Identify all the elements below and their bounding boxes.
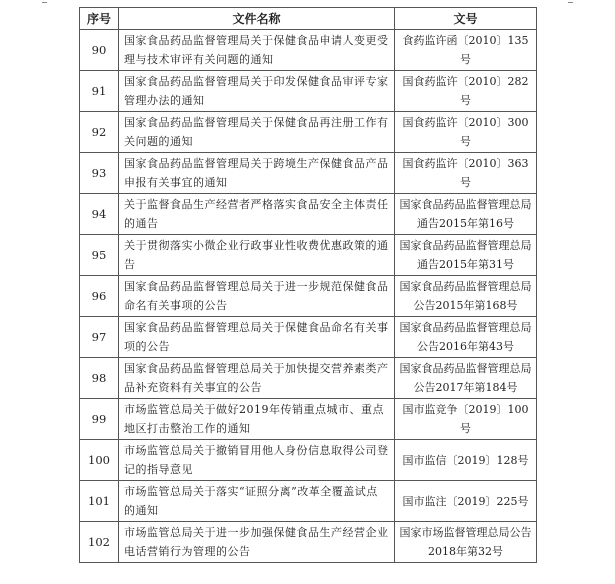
- row-title: 国家食品药品监督管理总局关于保健食品命名有关事项的公告: [119, 317, 395, 358]
- table-row: [80, 194, 537, 235]
- row-title: 国家食品药品监督管理总局关于进一步规范保健食品命名有关事项的公告: [119, 276, 395, 317]
- header-title: 文件名称: [119, 8, 395, 30]
- row-title: 国家食品药品监督管理局关于印发保健食品审评专家管理办法的通知: [119, 71, 395, 112]
- row-doc-no: 国食药监许〔2010〕300号: [395, 112, 537, 153]
- row-index: 92: [80, 112, 119, 153]
- row-title: 国家食品药品监督管理局关于保健食品申请人变更受理与技术审评有关问题的通知: [119, 30, 395, 71]
- row-index: 94: [80, 194, 119, 235]
- row-index: 100: [80, 440, 119, 481]
- document-table: [79, 7, 537, 563]
- row-title: 国家食品药品监督管理局关于跨境生产保健食品产品申报有关事宜的通知: [119, 153, 395, 194]
- table-row: [80, 71, 537, 112]
- row-doc-no: 食药监许函〔2010〕135号: [395, 30, 537, 71]
- row-index: 101: [80, 481, 119, 522]
- row-index: 102: [80, 522, 119, 563]
- header-row: [80, 8, 537, 30]
- table-row: [80, 30, 537, 71]
- crop-mark-right: [568, 2, 573, 6]
- table-row: [80, 440, 537, 481]
- table-row: [80, 317, 537, 358]
- row-doc-no: 国食药监许〔2010〕363号: [395, 153, 537, 194]
- row-title: 关于监督食品生产经营者严格落实食品安全主体责任的通告: [119, 194, 395, 235]
- row-doc-no: 国市监竞争〔2019〕100号: [395, 399, 537, 440]
- table-row: [80, 481, 537, 522]
- table-row: [80, 399, 537, 440]
- row-index: 90: [80, 30, 119, 71]
- table-header: [80, 8, 537, 30]
- header-doc-no: 文号: [395, 8, 537, 30]
- row-doc-no: 国食药监许〔2010〕282号: [395, 71, 537, 112]
- row-title: 关于贯彻落实小微企业行政事业性收费优惠政策的通告: [119, 235, 395, 276]
- row-title: 市场监管总局关于做好2019年传销重点城市、重点地区打击整治工作的通知: [119, 399, 395, 440]
- row-title: 国家食品药品监督管理局关于保健食品再注册工作有关问题的通知: [119, 112, 395, 153]
- row-doc-no: 国市监注〔2019〕225号: [395, 481, 537, 522]
- table-row: [80, 522, 537, 563]
- row-index: 97: [80, 317, 119, 358]
- row-title: 市场监管总局关于落实“证照分离”改革全覆盖试点的通知: [119, 481, 395, 522]
- row-doc-no: 国家食品药品监督管理总局公告2017年第184号: [395, 358, 537, 399]
- row-doc-no: 国家市场监督管理总局公告2018年第32号: [395, 522, 537, 563]
- row-index: 95: [80, 235, 119, 276]
- row-doc-no: 国市监信〔2019〕128号: [395, 440, 537, 481]
- row-title: 市场监管总局关于撤销冒用他人身份信息取得公司登记的指导意见: [119, 440, 395, 481]
- row-index: 96: [80, 276, 119, 317]
- row-index: 93: [80, 153, 119, 194]
- table-body: [80, 30, 537, 563]
- crop-mark-left: [42, 2, 47, 6]
- row-doc-no: 国家食品药品监督管理总局通告2015年第31号: [395, 235, 537, 276]
- table-row: [80, 235, 537, 276]
- table-row: [80, 153, 537, 194]
- header-index: 序号: [80, 8, 119, 30]
- row-title: 市场监管总局关于进一步加强保健食品生产经营企业电话营销行为管理的公告: [119, 522, 395, 563]
- row-title: 国家食品药品监督管理总局关于加快提交营养素类产品补充资料有关事宜的公告: [119, 358, 395, 399]
- table-row: [80, 276, 537, 317]
- row-index: 98: [80, 358, 119, 399]
- row-doc-no: 国家食品药品监督管理总局公告2016年第43号: [395, 317, 537, 358]
- table-row: [80, 358, 537, 399]
- table-row: [80, 112, 537, 153]
- row-doc-no: 国家食品药品监督管理总局公告2015年第168号: [395, 276, 537, 317]
- row-index: 91: [80, 71, 119, 112]
- row-index: 99: [80, 399, 119, 440]
- row-doc-no: 国家食品药品监督管理总局通告2015年第16号: [395, 194, 537, 235]
